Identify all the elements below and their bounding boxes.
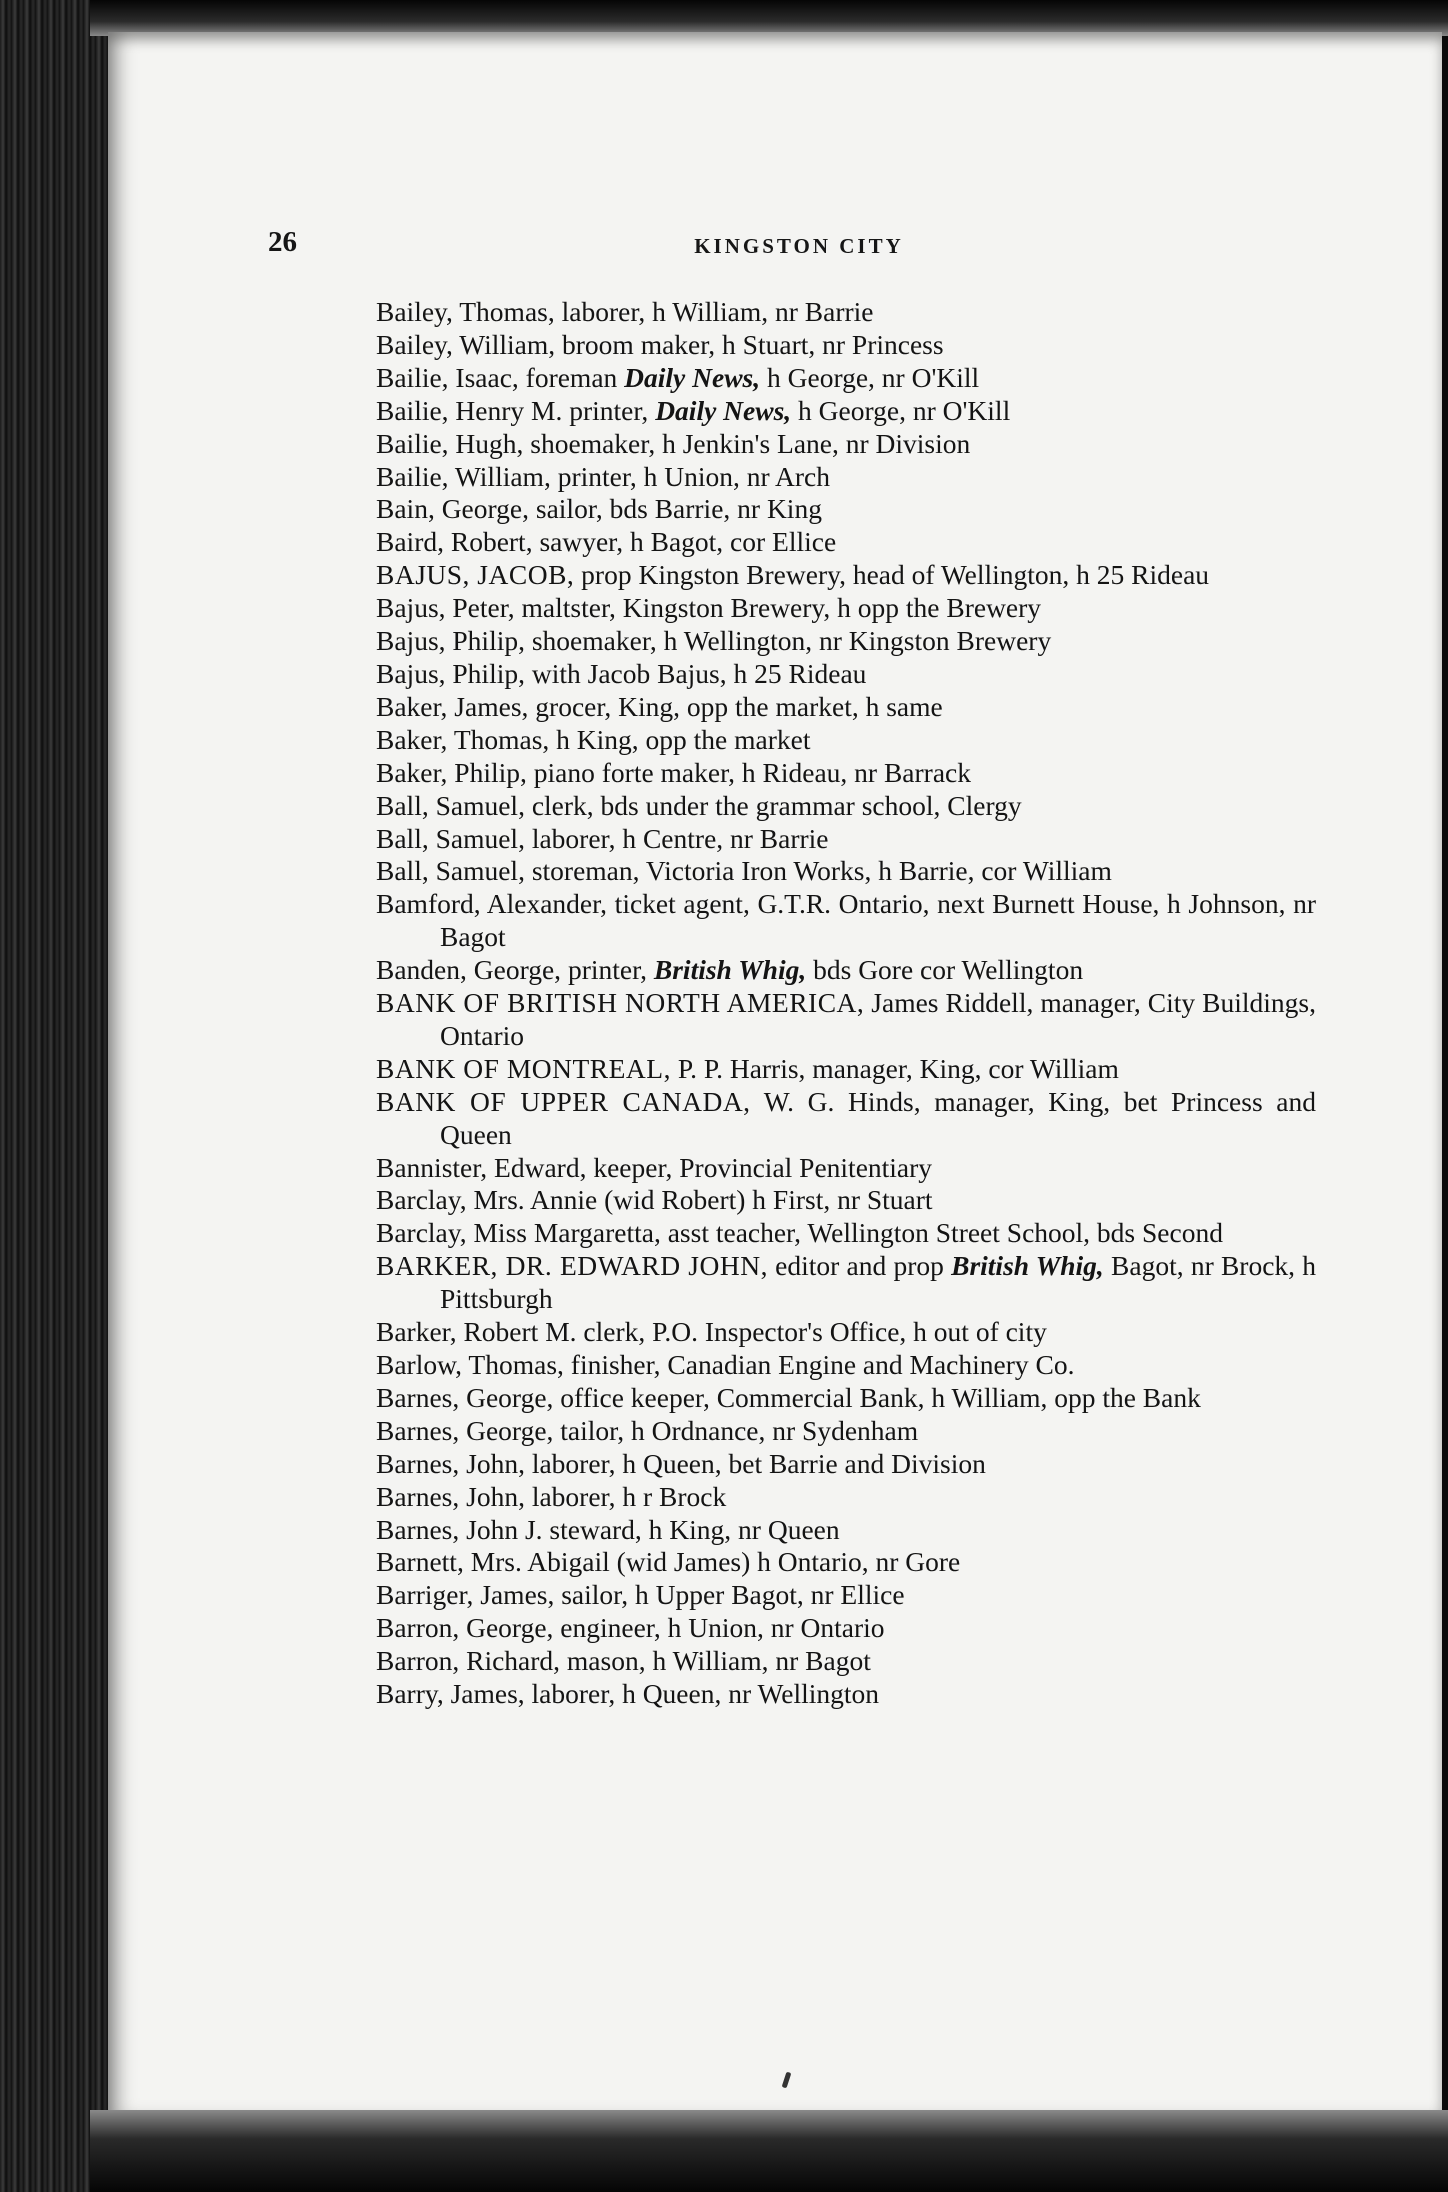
- entry-details-continued: bds Gore cor Wellington: [806, 954, 1084, 986]
- directory-entry: [376, 1448, 1316, 1481]
- directory-entry: [376, 790, 1316, 823]
- entry-details: laborer, h Queen, bet Barrie and Division: [524, 1447, 986, 1479]
- entry-details: asst teacher, Wellington Street School, bds Second: [660, 1217, 1223, 1249]
- directory-entry: [376, 1217, 1316, 1250]
- entry-details: shoemaker, h Jenkin's Lane, nr Division: [523, 427, 971, 459]
- entry-name: BARKER, DR. EDWARD JOHN,: [376, 1250, 768, 1282]
- directory-entry: [376, 625, 1316, 658]
- directory-entry: [376, 461, 1316, 494]
- entry-name: BANK OF BRITISH NORTH AMERICA,: [376, 987, 865, 1019]
- entry-name: BANK OF UPPER CANADA,: [376, 1085, 751, 1117]
- entry-name: Bailey, Thomas,: [376, 296, 555, 327]
- directory-entry: [376, 428, 1316, 461]
- directory-entry: [376, 1415, 1316, 1448]
- page-bottom-shadow: [90, 2110, 1448, 2192]
- entry-details: sailor, h Upper Bagot, nr Ellice: [554, 1579, 905, 1611]
- directory-entry: [376, 1184, 1316, 1217]
- directory-entry: [376, 395, 1316, 428]
- directory-entry: [376, 329, 1316, 362]
- entry-publication: Daily News,: [624, 361, 761, 393]
- entry-name: Barnes, George,: [376, 1381, 554, 1413]
- entry-details: printer,: [562, 394, 656, 426]
- entry-name: Barry, James,: [376, 1678, 525, 1710]
- entry-name: Barnes, George,: [376, 1414, 554, 1446]
- directory-entry: [376, 493, 1316, 526]
- entry-name: Ball, Samuel,: [376, 855, 525, 887]
- entry-details: editor and prop: [767, 1250, 952, 1282]
- entry-name: Barker, Robert M.: [376, 1316, 577, 1348]
- directory-entry: [376, 658, 1316, 691]
- entry-details: clerk, P.O. Inspector's Office, h out of city: [576, 1316, 1047, 1348]
- directory-entries: [376, 296, 1316, 1711]
- entry-details: grocer, King, opp the market, h same: [528, 690, 943, 722]
- entry-name: Barnes, John J.: [376, 1513, 543, 1545]
- entry-details: steward, h King, nr Queen: [542, 1513, 840, 1545]
- entry-details: printer, h Union, nr Arch: [550, 460, 831, 492]
- entry-name: Barclay, Mrs. Annie: [376, 1184, 598, 1216]
- entry-name: Barriger, James,: [376, 1579, 555, 1611]
- directory-entry: [376, 1250, 1316, 1316]
- entry-details: (wid Robert) h First, nr Stuart: [597, 1184, 933, 1216]
- directory-entry: [376, 592, 1316, 625]
- entry-name: Bajus, Peter,: [376, 592, 515, 624]
- entry-name: Barclay, Miss Margaretta,: [376, 1217, 661, 1249]
- entry-details: laborer, h William, nr Barrie: [554, 296, 874, 327]
- directory-entry: [376, 691, 1316, 724]
- entry-name: Bailey, William,: [376, 328, 556, 360]
- entry-details: finisher, Canadian Engine and Machinery Co.: [563, 1349, 1075, 1380]
- entry-name: Barnes, John,: [376, 1447, 525, 1479]
- directory-entry: [376, 1086, 1316, 1152]
- entry-details: (wid James) h Ontario, nr Gore: [609, 1546, 961, 1578]
- entry-details: clerk, bds under the grammar school, Clergy: [524, 789, 1022, 821]
- directory-entry: [376, 987, 1316, 1053]
- entry-name: BAJUS, JACOB,: [376, 559, 575, 591]
- directory-entry: [376, 1152, 1316, 1185]
- entry-details: keeper, Provincial Penitentiary: [586, 1151, 933, 1183]
- directory-entry: [376, 1382, 1316, 1415]
- directory-entry: [376, 823, 1316, 856]
- entry-name: Barnes, John,: [376, 1480, 525, 1512]
- entry-details: storeman, Victoria Iron Works, h Barrie, cor William: [524, 855, 1112, 887]
- entry-details-continued: h George, nr O'Kill: [760, 361, 980, 393]
- page-header: [268, 226, 1330, 266]
- entry-name: Barlow, Thomas,: [376, 1349, 564, 1380]
- directory-entry: [376, 757, 1316, 790]
- directory-entry: [376, 1514, 1316, 1547]
- entry-name: Baird, Robert,: [376, 526, 533, 558]
- directory-entry: [376, 1546, 1316, 1579]
- entry-details: broom maker, h Stuart, nr Princess: [555, 328, 944, 360]
- entry-details: mason, h William, nr Bagot: [560, 1645, 871, 1677]
- entry-details: P. P. Harris, manager, King, cor William: [670, 1052, 1119, 1084]
- entry-details: piano forte maker, h Rideau, nr Barrack: [526, 756, 971, 788]
- entry-name: Ball, Samuel,: [376, 822, 525, 854]
- entry-details: engineer, h Union, nr Ontario: [553, 1612, 885, 1644]
- page-top-shadow: [90, 0, 1448, 36]
- directory-entry: [376, 1678, 1316, 1711]
- entry-details: laborer, h r Brock: [524, 1480, 727, 1512]
- entry-name: Bailie, Isaac,: [376, 361, 519, 393]
- entry-name: Barron, George,: [376, 1612, 554, 1644]
- entry-details: James Riddell, manager, City Buildings, Ontario: [440, 987, 1317, 1051]
- page-number: 26: [268, 226, 297, 258]
- running-title: KINGSTON CITY: [694, 234, 904, 258]
- entry-name: Bannister, Edward,: [376, 1151, 587, 1183]
- entry-details: laborer, h Queen, nr Wellington: [524, 1678, 880, 1710]
- directory-entry: [376, 1579, 1316, 1612]
- directory-entry: [376, 954, 1316, 987]
- entry-details: W. G. Hinds, manager, King, bet Princess and Queen: [440, 1085, 1316, 1150]
- directory-entry: [376, 362, 1316, 395]
- directory-entry: [376, 1349, 1316, 1382]
- entry-name: Bailie, Henry M.: [376, 394, 563, 426]
- entry-details: printer,: [561, 954, 654, 986]
- directory-entry: [376, 296, 1316, 329]
- entry-details: office keeper, Commercial Bank, h William, opp the Bank: [553, 1381, 1201, 1413]
- directory-entry: [376, 1612, 1316, 1645]
- directory-entry: [376, 855, 1316, 888]
- entry-details: ticket agent, G.T.R. Ontario, next Burnett House, h Johnson, nr Bagot: [440, 888, 1316, 953]
- entry-publication: British Whig,: [653, 954, 807, 986]
- entry-name: Barron, Richard,: [376, 1645, 561, 1677]
- entry-details-continued: Bagot, nr Brock, h Pittsburgh: [440, 1250, 1316, 1315]
- entry-details: maltster, Kingston Brewery, h opp the Brewery: [514, 592, 1042, 624]
- entry-details-continued: h George, nr O'Kill: [791, 394, 1011, 426]
- directory-entry: [376, 1645, 1316, 1678]
- entry-name: Barnett, Mrs. Abigail: [376, 1546, 610, 1578]
- entry-name: Bamford, Alexander,: [376, 888, 608, 920]
- entry-name: Baker, Philip,: [376, 756, 527, 788]
- entry-details: shoemaker, h Wellington, nr Kingston Brewery: [524, 625, 1052, 657]
- entry-name: Bajus, Philip,: [376, 625, 525, 657]
- directory-entry: [376, 1316, 1316, 1349]
- directory-entry: [376, 1481, 1316, 1514]
- entry-name: Bailie, William,: [376, 460, 551, 492]
- entry-details: sailor, bds Barrie, nr King: [529, 493, 822, 525]
- entry-details: h King, opp the market: [549, 723, 811, 755]
- entry-details: prop Kingston Brewery, head of Wellington, h 25 Rideau: [574, 559, 1210, 591]
- entry-details: foreman: [518, 361, 625, 393]
- entry-name: Baker, James,: [376, 690, 529, 722]
- entry-name: BANK OF MONTREAL,: [376, 1052, 671, 1084]
- directory-entry: [376, 724, 1316, 757]
- entry-name: Bain, George,: [376, 493, 529, 525]
- entry-details: with Jacob Bajus, h 25 Rideau: [524, 657, 867, 689]
- entry-publication: Daily News,: [655, 394, 792, 426]
- entry-name: Banden, George,: [376, 954, 562, 986]
- entry-details: tailor, h Ordnance, nr Sydenham: [553, 1414, 919, 1446]
- entry-name: Ball, Samuel,: [376, 789, 525, 821]
- directory-entry: [376, 888, 1316, 954]
- entry-name: Bailie, Hugh,: [376, 427, 524, 459]
- directory-entry: [376, 559, 1316, 592]
- entry-name: Baker, Thomas,: [376, 723, 550, 755]
- directory-entry: [376, 1053, 1316, 1086]
- directory-entry: [376, 526, 1316, 559]
- entry-name: Bajus, Philip,: [376, 657, 525, 689]
- entry-details: sawyer, h Bagot, cor Ellice: [532, 526, 837, 558]
- book-binding-edge: [0, 0, 110, 2192]
- entry-details: laborer, h Centre, nr Barrie: [524, 822, 829, 854]
- entry-publication: British Whig,: [951, 1250, 1104, 1282]
